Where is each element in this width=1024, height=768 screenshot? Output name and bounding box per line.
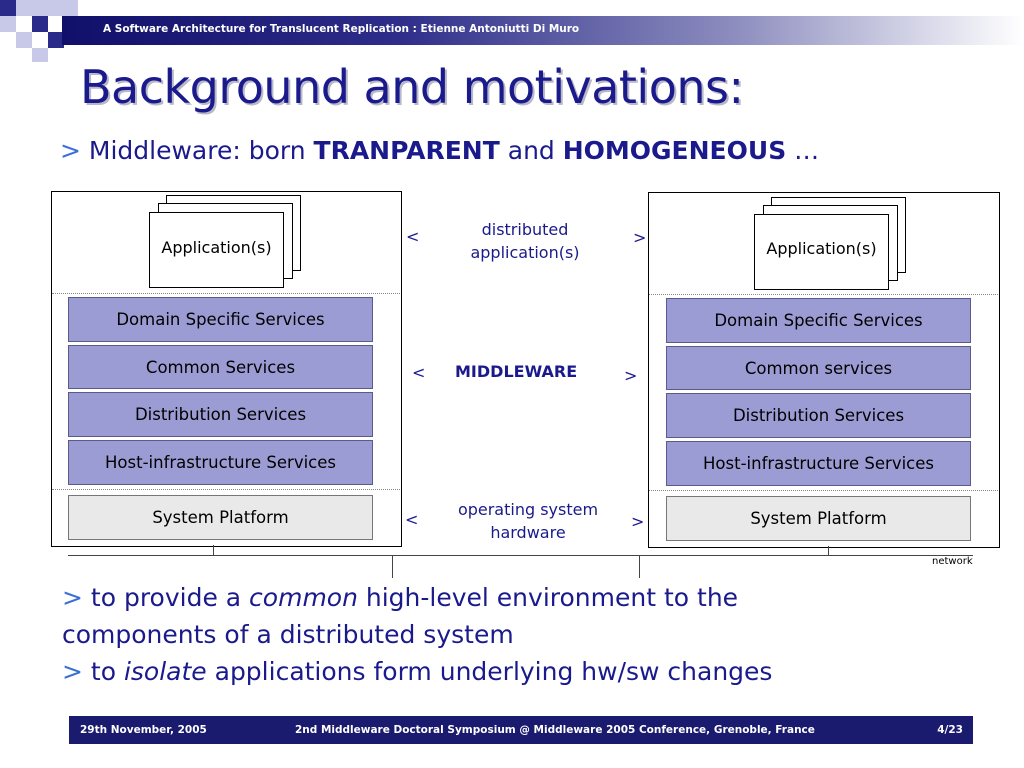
right-layer-domain: Domain Specific Services <box>666 298 971 343</box>
decor-square <box>0 0 16 16</box>
network-tick <box>213 545 214 555</box>
decor-square <box>16 0 32 16</box>
network-tick <box>392 556 393 578</box>
right-system-platform: System Platform <box>666 496 971 541</box>
middleware-label: MIDDLEWARE <box>455 362 578 381</box>
footer-date: 29th November, 2005 <box>80 724 207 736</box>
left-system-platform: System Platform <box>68 495 373 540</box>
emphasis-isolate: isolate <box>123 657 207 686</box>
arrow-left-middleware: < <box>412 363 426 382</box>
decor-square <box>16 32 32 48</box>
left-layer-distribution: Distribution Services <box>68 392 373 437</box>
right-node-separator <box>649 490 998 491</box>
decor-square <box>32 0 48 16</box>
bullet-common-env-cont: components of a distributed system <box>62 620 514 649</box>
os-hardware-label: operating system hardware <box>457 500 599 542</box>
network-tick <box>828 546 829 555</box>
decor-square <box>0 16 16 32</box>
left-layer-domain: Domain Specific Services <box>68 297 373 342</box>
left-layer-host: Host-infrastructure Services <box>68 440 373 485</box>
subtitle: > Middleware: born TRANPARENT and HOMOGENEOUS … <box>60 136 820 165</box>
left-layer-common: Common Services <box>68 345 373 389</box>
left-node-separator <box>52 489 400 490</box>
bullet-isolate: > to isolate applications form underlying hw/sw changes <box>62 657 773 686</box>
left-app-label: Application(s) <box>161 238 272 257</box>
distributed-apps-label: distributed application(s) <box>470 220 580 262</box>
header-text: A Software Architecture for Translucent Replication : Etienne Antoniutti Di Muro <box>103 23 580 35</box>
network-line <box>68 555 973 556</box>
decor-square <box>32 48 48 62</box>
arrow-left-os: < <box>405 510 419 529</box>
arrow-left-distributed: < <box>406 227 420 246</box>
emphasis-homogeneous: HOMOGENEOUS <box>562 136 787 165</box>
bullet-marker: > <box>60 136 81 165</box>
arrow-right-os: > <box>631 512 645 531</box>
footer-page-number: 4/23 <box>937 724 963 736</box>
arrow-right-distributed: > <box>633 228 647 247</box>
decor-square <box>48 0 78 16</box>
bullet-common-env: > to provide a common high-level environment to the <box>62 583 739 612</box>
right-layer-host: Host-infrastructure Services <box>666 441 971 486</box>
right-layer-distribution: Distribution Services <box>666 393 971 438</box>
footer-bar <box>69 716 973 744</box>
network-tick <box>639 556 640 578</box>
footer-event: 2nd Middleware Doctoral Symposium @ Middleware 2005 Conference, Grenoble, France <box>295 724 815 736</box>
left-node-separator <box>52 293 400 294</box>
right-layer-common: Common services <box>666 346 971 390</box>
network-label: network <box>932 556 973 567</box>
emphasis-transparent: TRANPARENT <box>313 136 500 165</box>
right-app-label: Application(s) <box>766 239 877 258</box>
right-node-separator <box>649 294 998 295</box>
decor-square <box>32 16 48 32</box>
emphasis-common: common <box>249 583 358 612</box>
arrow-right-middleware: > <box>624 366 638 385</box>
slide-title: Background and motivations: <box>80 60 744 114</box>
